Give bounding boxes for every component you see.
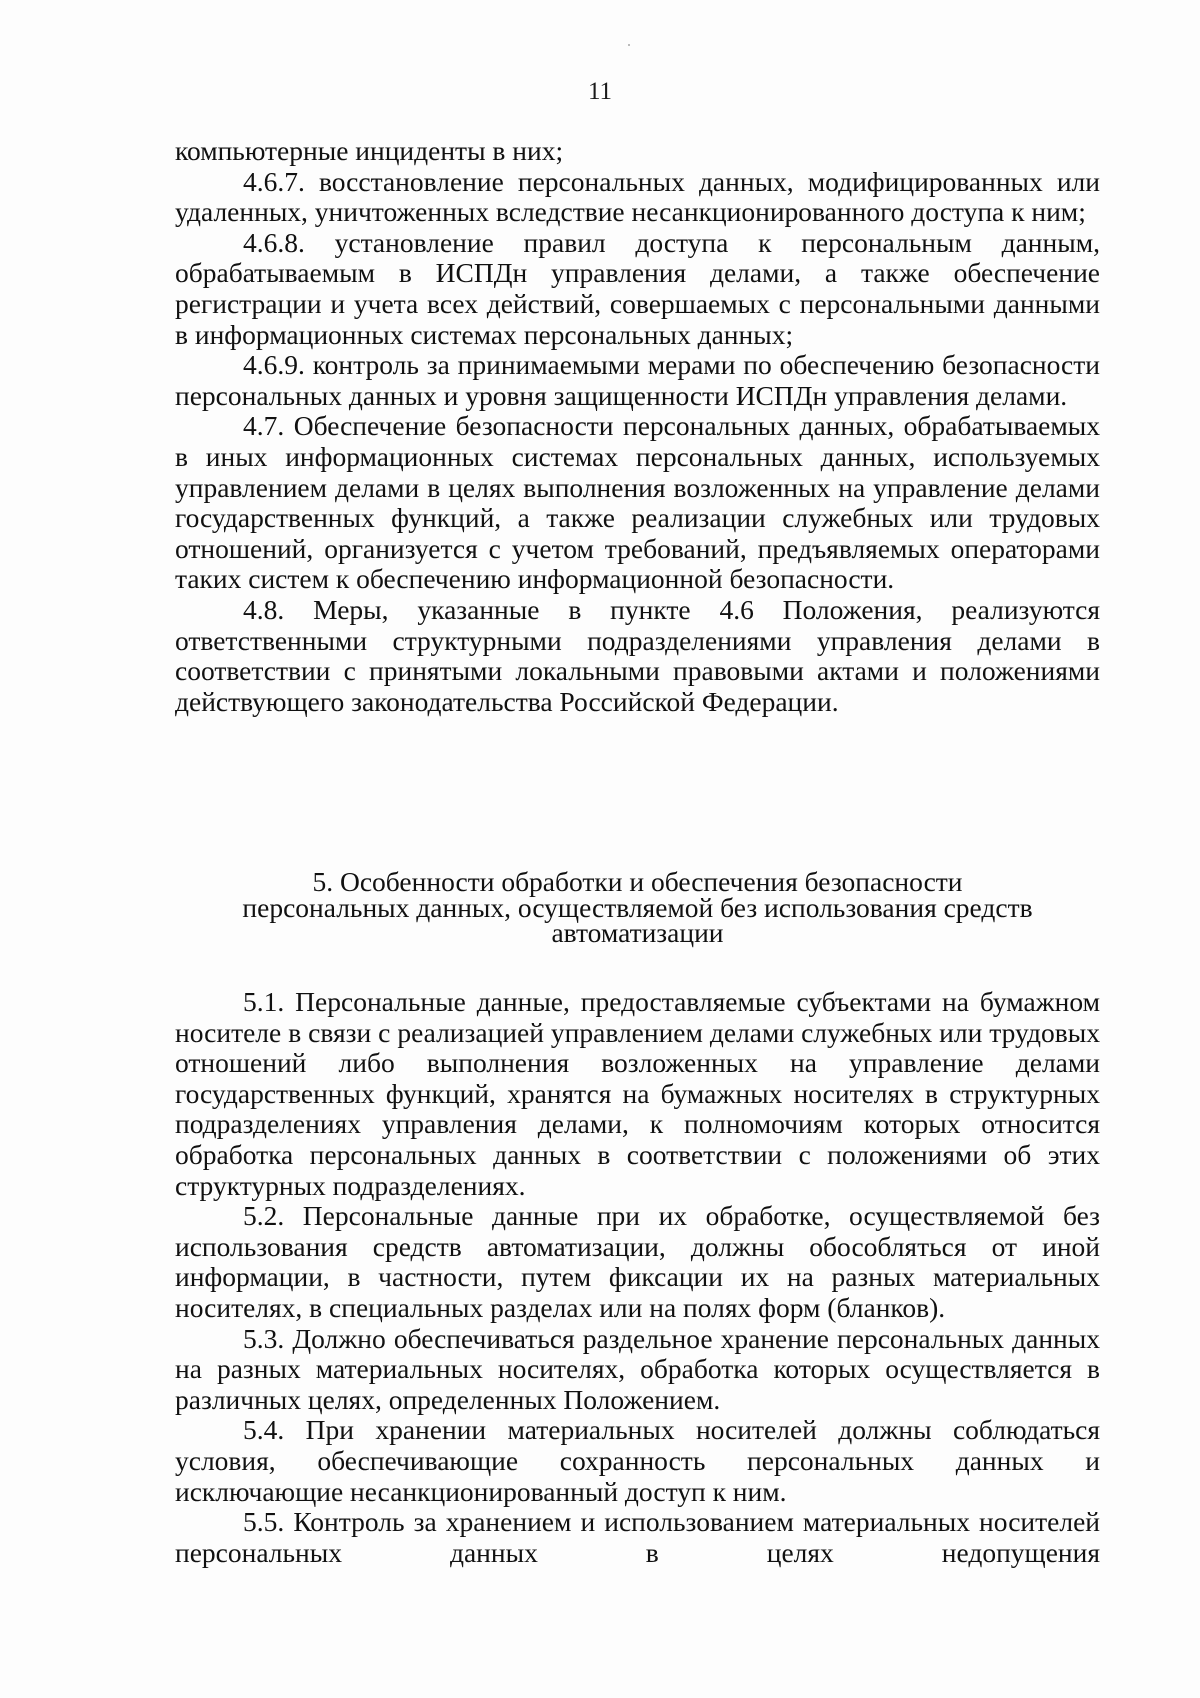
paragraph-4-8: 4.8. Меры, указанные в пункте 4.6 Положения, реализуются ответственными структурными подразделениями управления делами в соответствии с принятыми локальными правовыми актами и положениями действующего законодательства Российской Федерации. — [175, 593, 1100, 717]
paragraph-4-6-8: 4.6.8. установление правил доступа к персональным данным, обрабатываемым в ИСПДн управления делами, а также обеспечение регистрации и учета всех действий, совершаемых с персональными данными в информационных системах персональных данных; — [175, 226, 1100, 350]
section-5-heading — [175, 866, 1100, 948]
paragraph-5-4: 5.4. При хранении материальных носителей должны соблюдаться условия, обеспечивающие сохранность персональных данных и исключающие несанкционированный доступ к ним. — [175, 1414, 1100, 1507]
paragraph-4-6-7: 4.6.7. восстановление персональных данных, модифицированных или удаленных, уничтоженных вследствие несанкционированного доступа к ним; — [175, 165, 1100, 228]
paragraph-4-6-9: 4.6.9. контроль за принимаемыми мерами по обеспечению безопасности персональных данных и уровня защищенности ИСПДн управления делами. — [175, 349, 1100, 411]
section-heading-line-2: персональных данных, осуществляемой без использования средств — [242, 891, 1033, 923]
paragraph-5-1: 5.1. Персональные данные, предоставляемые субъектами на бумажном носителе в связи с реализацией управлением делами служебных или трудовых отношений либо выполнения возложенных на управление делами государственных функций, хранятся на бумажных носителях в структурных подразделениях управления делами, к полномочиям которых относится обработка персональных данных в соответствии с положениями об этих структурных подразделениях. — [175, 986, 1100, 1201]
paragraph-continuation: компьютерные инциденты в них; — [175, 135, 564, 166]
paragraph-4-7: 4.7. Обеспечение безопасности персональных данных, обрабатываемых в иных информационных системах персональных данных, используемых управлением делами в целях выполнения возложенных на управление делами государственных функций, а также реализации служебных или трудовых отношений, организуется с учетом требований, предъявляемых операторами таких систем к обеспечению информационной безопасности. — [175, 410, 1100, 595]
text-block-section-5 — [175, 987, 1100, 1568]
paragraph-5-2: 5.2. Персональные данные при их обработке, осуществляемой без использования средств автоматизации, должны обособляться от иной информации, в частности, путем фиксации их на разных материальных носителях, в специальных разделах или на полях форм (бланков). — [175, 1200, 1100, 1323]
section-heading-line-3: автоматизации — [551, 917, 724, 948]
scan-speck — [628, 44, 630, 46]
page-number: 11 — [587, 78, 613, 105]
text-block-section-4 — [175, 136, 1100, 717]
paragraph-5-5: 5.5. Контроль за хранением и использованием материальных носителей персональных данных в целях недопущения — [175, 1506, 1100, 1568]
paragraph-5-3: 5.3. Должно обеспечиваться раздельное хранение персональных данных на разных материальных носителях, обработка которых осуществляется в различных целях, определенных Положением. — [175, 1322, 1100, 1415]
section-heading-line-1: 5. Особенности обработки и обеспечения безопасности — [312, 866, 963, 897]
